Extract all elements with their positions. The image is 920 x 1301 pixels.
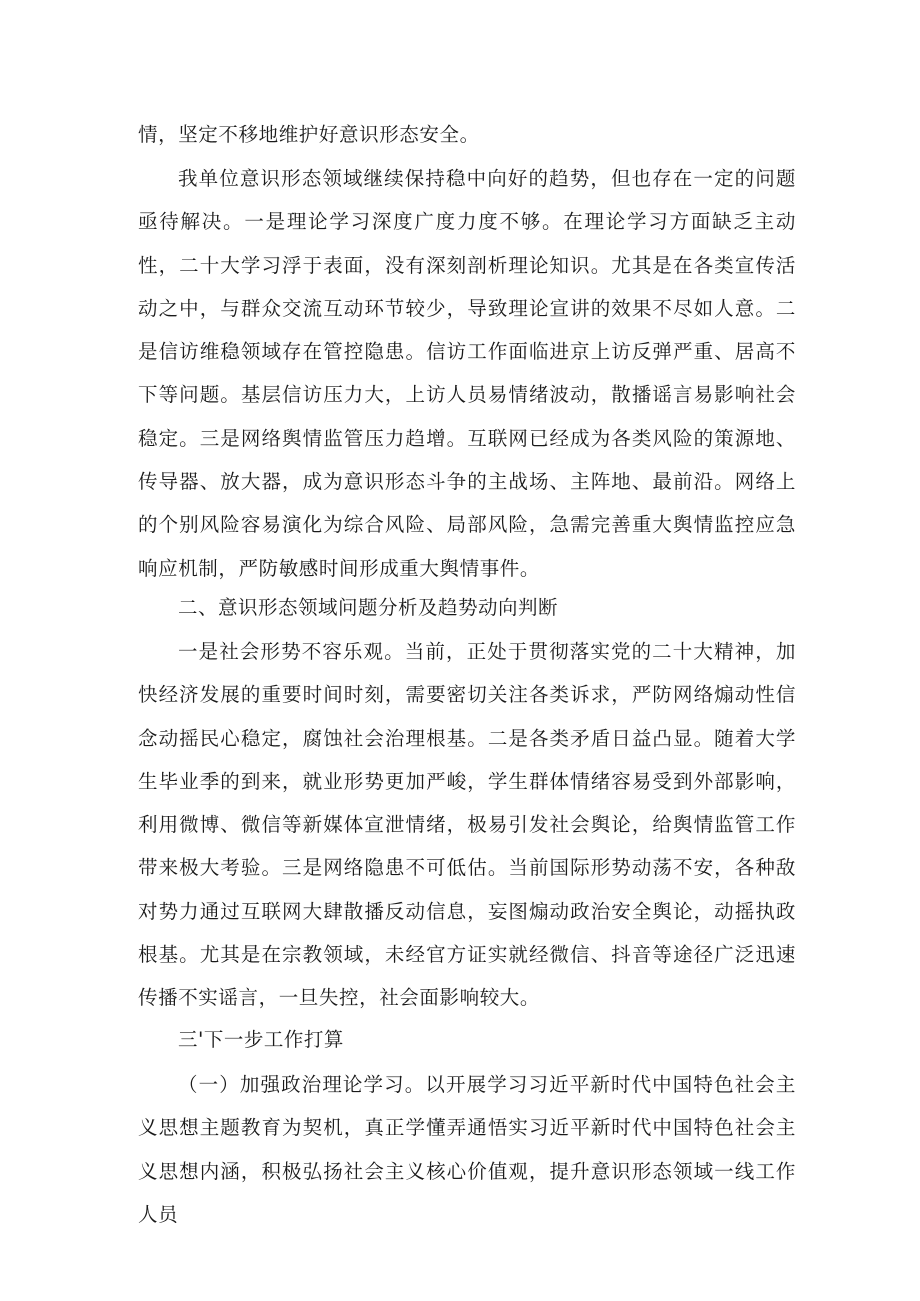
- paragraph-continuation: 情，坚定不移地维护好意识形态安全。: [138, 123, 480, 146]
- section-heading-next-steps: 三'下一步工作打算: [178, 1028, 344, 1051]
- paragraph-political-study: （一）加强政治理论学习。以开展学习习近平新时代中国特色社会主义思想主题教育为契机，真正学懂弄通悟实习近平新时代中国特色社会主义思想内涵，积极弘扬社会主义核心价值观，提升意识形态领域一线工作人员: [138, 1073, 796, 1226]
- paragraph-current-issues: 我单位意识形态领域继续保持稳中向好的趋势，但也存在一定的问题亟待解决。一是理论学习深度广度力度不够。在理论学习方面缺乏主动性，二十大学习浮于表面，没有深刻剖析理论知识。尤其是在各类宣传活动之中，与群众交流互动环节较少，导致理论宣讲的效果不尽如人意。二是信访维稳领域存在管控隐患。信访工作面临进京上访反弹严重、居高不下等问题。基层信访压力大，上访人员易情绪波动，散播谣言易影响社会稳定。三是网络舆情监管压力趋增。互联网已经成为各类风险的策源地、传导器、放大器，成为意识形态斗争的主战场、主阵地、最前沿。网络上的个别风险容易演化为综合风险、局部风险，急需完善重大舆情监控应急响应机制，严防敏感时间形成重大舆情事件。: [138, 167, 796, 580]
- section-heading-analysis: 二、意识形态领域问题分析及趋势动向判断: [178, 596, 559, 619]
- paragraph-trend-analysis: 一是社会形势不容乐观。当前，正处于贯彻落实党的二十大精神，加快经济发展的重要时间时刻，需要密切关注各类诉求，严防网络煽动性信念动摇民心稳定，腐蚀社会治理根基。二是各类矛盾日益凸显。随着大学生毕业季的到来，就业形势更加严峻，学生群体情绪容易受到外部影响，利用微博、微信等新媒体宣泄情绪，极易引发社会舆论，给舆情监管工作带来极大考验。三是网络隐患不可低估。当前国际形势动荡不安，各种敌对势力通过互联网大肆散播反动信息，妄图煽动政治安全舆论，动摇执政根基。尤其是在宗教领域，未经官方证实就经微信、抖音等途径广泛迅速传播不实谣言，一旦失控，社会面影响较大。: [138, 640, 796, 1010]
